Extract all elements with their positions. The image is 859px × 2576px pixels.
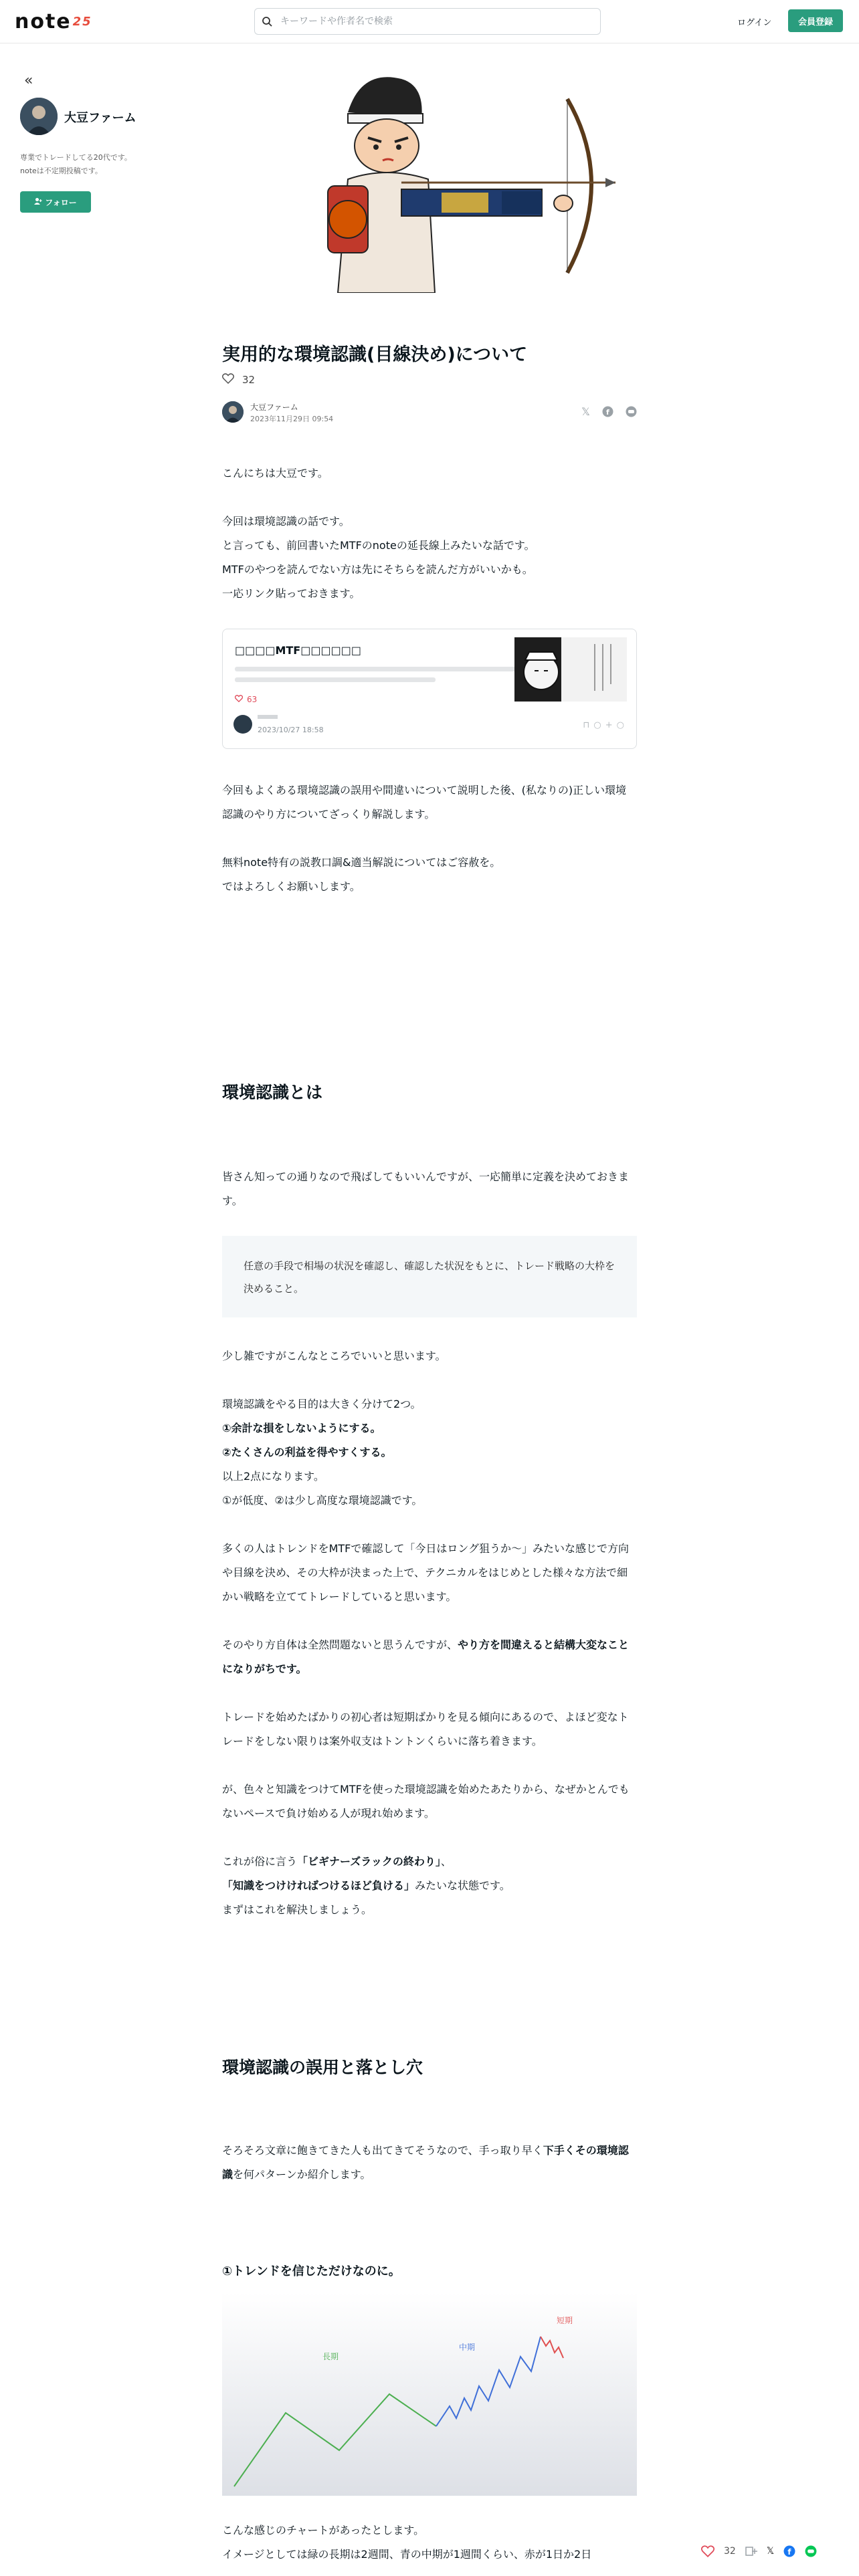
embed-title: □□□□MTF□□□□□□ <box>235 644 361 657</box>
x-share-icon[interactable]: 𝕏 <box>766 2546 775 2557</box>
mid-term-label: 中期 <box>459 2343 476 2352</box>
bookmark-icon: ⊓ <box>583 720 590 730</box>
svg-text:f: f <box>787 2547 791 2557</box>
paragraph: 皆さん知っての通りなので飛ばしてもいいんですが、一応簡単に定義を決めておきます。 <box>222 1170 630 1207</box>
heart-icon[interactable] <box>222 373 234 387</box>
text-run: そのやり方自体は全然問題ないと思うんですが、 <box>222 1638 458 1651</box>
line-share-icon[interactable] <box>805 2545 817 2557</box>
magazine-add-icon[interactable] <box>745 2546 757 2557</box>
paragraph-line: 無料note特有の説教口調&適当解説についてはご容赦を。 <box>222 856 501 869</box>
paragraph-line: 環境認識をやる目的は大きく分けて2つ。 <box>222 1398 421 1410</box>
paragraph: が、色々と知識をつけてMTFを使った環境認識を始めたあたりから、なぜかとんでもないペースで負け始める人が現れ始めます。 <box>222 1783 630 1820</box>
embed-author-avatar <box>233 715 252 734</box>
paragraph-line: イメージとしては緑の長期は2週間、青の中期が1週間くらい、赤が1日か2日 <box>222 2548 592 2561</box>
embed-thumbnail <box>514 637 627 702</box>
share-buttons <box>581 405 637 418</box>
bold-text: やり方を間違えると結構大変なことになりがちです。 <box>222 1638 630 1675</box>
collapse-sidebar-icon[interactable]: « <box>24 72 33 89</box>
facebook-share-icon[interactable] <box>602 406 613 417</box>
text-run: これが俗に言う <box>222 1855 298 1868</box>
mid-term-trend-line <box>436 2337 541 2426</box>
text-run: みたいな状態です。 <box>415 1879 510 1892</box>
embed-author-name <box>258 715 278 719</box>
paragraph-line: 今回は環境認識の話です。 <box>222 515 350 528</box>
line-share-icon[interactable] <box>626 406 637 417</box>
linked-note-card[interactable] <box>222 629 637 749</box>
x-share-icon[interactable]: 𝕏 <box>581 405 590 418</box>
article-hero-image <box>301 72 622 293</box>
login-button[interactable]: ログイン <box>737 18 772 28</box>
long-term-label: 長期 <box>322 2352 339 2361</box>
text-run: 、 <box>440 1855 452 1868</box>
heart-icon[interactable] <box>701 2545 714 2557</box>
facebook-share-icon[interactable] <box>783 2545 795 2557</box>
definition-quote: 任意の手段で相場の状況を確認し、確認した状況をもとに、トレード戦略の大枠を決めること。 <box>222 1236 637 1317</box>
bold-text: 「ビギナーズラックの終わり」 <box>297 1855 441 1868</box>
paragraph <box>222 851 637 899</box>
paragraph-line <box>222 1416 637 1440</box>
short-term-trend-line <box>541 2337 563 2358</box>
svg-text:f: f <box>606 408 609 417</box>
paragraph <box>222 2139 637 2187</box>
search-icon <box>255 16 279 27</box>
creator-description <box>20 151 154 178</box>
paragraph-line: 一応リンク貼っておきます。 <box>222 587 361 600</box>
paragraph-line <box>222 1850 637 1898</box>
publish-date: 2023年11月29日 09:54 <box>250 415 334 423</box>
paragraph <box>222 1392 637 1513</box>
section-heading: 環境認識の誤用と落とし穴 <box>222 2058 423 2077</box>
paragraph <box>222 2518 637 2567</box>
paragraph-line <box>222 1440 637 1465</box>
author-name[interactable]: 大豆ファーム <box>250 403 298 412</box>
embed-likes <box>235 695 257 704</box>
text-run: そろそろ文章に飽きてきた人も出てきてそうなので、手っ取り早く <box>222 2144 543 2157</box>
paragraph-line: MTFのやつを読んでない方は先にそちらを読んだ方がいいかも。 <box>222 563 533 576</box>
embed-excerpt <box>235 677 436 682</box>
paragraph: こんにちは大豆です。 <box>222 467 328 479</box>
creator-desc-line: noteは不定期投稿です。 <box>20 167 102 175</box>
site-header <box>0 0 859 43</box>
signup-button[interactable]: 会員登録 <box>788 9 843 32</box>
author-avatar[interactable] <box>222 401 244 423</box>
bold-text: 下手くその環境認識 <box>222 2144 629 2181</box>
creator-name[interactable]: 大豆ファーム <box>64 111 136 125</box>
paragraph-line: と言っても、前回書いたMTFのnoteの延長線上みたいな話です。 <box>222 539 535 552</box>
embed-icons <box>583 720 624 730</box>
plus-icon: + <box>605 720 613 730</box>
bold-text: ②たくさんの利益を得やすくする。 <box>222 1446 392 1459</box>
author-row <box>222 400 637 427</box>
paragraph-line: こんな感じのチャートがあったとします。 <box>222 2524 425 2537</box>
paragraph-line: まずはこれを解決しましょう。 <box>222 1903 373 1916</box>
embed-like-count: 63 <box>247 695 258 704</box>
circle-icon: ○ <box>616 720 624 730</box>
text-run: を何パターンか紹介します。 <box>233 2168 371 2181</box>
logo-anniversary: 25 <box>72 14 92 29</box>
embed-date: 2023/10/27 18:58 <box>258 726 324 734</box>
bottom-like-count[interactable]: 32 <box>724 2546 736 2557</box>
search-input[interactable] <box>279 15 589 27</box>
bold-text: 「知識をつけければつけるほど負ける」 <box>222 1879 415 1892</box>
paragraph-line: ①が低度、②は少し高度な環境認識です。 <box>222 1494 423 1507</box>
follow-label: フォロー <box>45 197 77 207</box>
paragraph: 多くの人はトレンドをMTFで確認して「今日はロング狙うか〜」みたいな感じで方向や目線を決め、その大枠が決まった上で、テクニカルをはじめとした様々な方法で細かい戦略を立ててトレードしていると思います。 <box>222 1542 630 1603</box>
section-heading: 環境認識とは <box>222 1083 323 1102</box>
like-count[interactable]: 32 <box>242 374 256 386</box>
heart-icon <box>235 695 243 704</box>
bold-text: ①余計な損をしないようにする。 <box>222 1422 381 1434</box>
paragraph: トレードを始めたばかりの初心者は短期ばかりを見る傾向にあるので、よほど変なトレードをしない限りは案外収支はトントンくらいに落ち着きます。 <box>222 1711 629 1747</box>
paragraph-line: 以上2点になります。 <box>222 1470 324 1483</box>
short-term-label: 短期 <box>557 2316 573 2325</box>
paragraph <box>222 1633 637 1681</box>
note-logo[interactable] <box>15 9 92 33</box>
search-box[interactable] <box>254 8 601 35</box>
paragraph: 今回もよくある環境認識の誤用や間違いについて説明した後、(私なりの)正しい環境認識のやり方についてざっくり解説します。 <box>222 784 627 821</box>
paragraph <box>222 510 637 606</box>
paragraph-line: ではよろしくお願いします。 <box>222 880 361 893</box>
follow-user-icon <box>34 197 42 207</box>
creator-desc-line: 専業でトレードしてる20代です。 <box>20 153 132 162</box>
article-title: 実用的な環境認識(目線決め)について <box>222 344 528 365</box>
paragraph: 少し雑ですがこんなところでいいと思います。 <box>222 1350 446 1362</box>
creator-avatar[interactable] <box>20 98 58 135</box>
embed-excerpt <box>235 667 516 671</box>
follow-button[interactable] <box>20 191 91 213</box>
trend-chart-image <box>222 2292 637 2496</box>
long-term-trend-line <box>234 2394 436 2486</box>
paragraph <box>222 1850 637 1922</box>
logo-text: note <box>15 9 72 33</box>
more-icon: ○ <box>593 720 601 730</box>
bottom-action-bar <box>701 2545 817 2557</box>
sub-heading: ①トレンドを信じただけなのに。 <box>222 2264 401 2278</box>
article-like-row <box>222 373 255 387</box>
